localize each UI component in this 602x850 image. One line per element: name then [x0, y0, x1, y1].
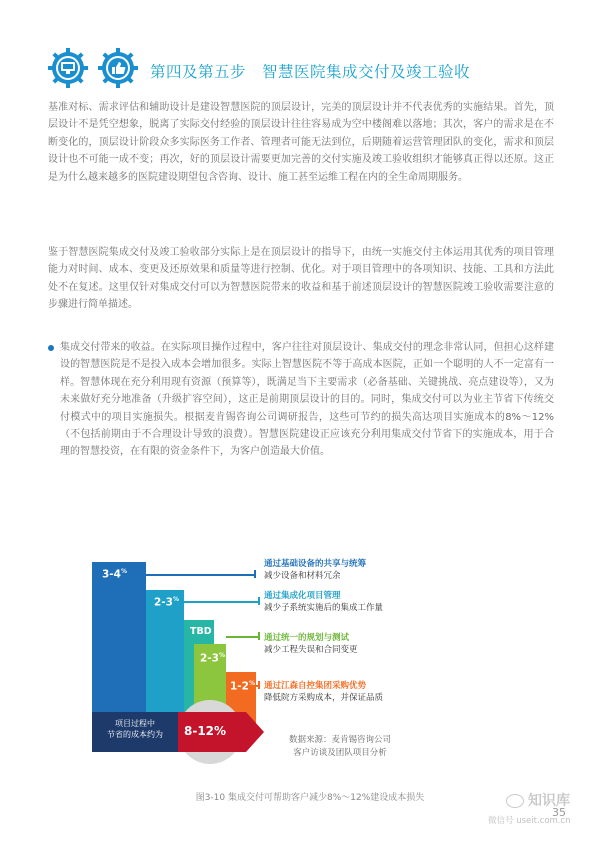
paragraph-2: 鉴于智慧医院集成交付及竣工验收部分实际上是在顶层设计的指导下，由统一实施交付主体运用其优秀的项目管理能力对时间、成本、变更及还原效果和质量等进行控制、优化。对于项目管理中的各项知识、技能、工具和方法此处不在复述。这里仅针对集成交付可以为智慧医院带来的收益和基于前述顶层设计的智慧医院竣工验收需要注意的步骤进行简单描述。 [48, 247, 554, 311]
watermark-brand: 知识库 [528, 793, 570, 809]
watermark-line: 微信号 useit.com.cn [488, 816, 571, 826]
monitor-gear-icon [48, 48, 88, 88]
connector-2 [184, 601, 260, 603]
annotation-1: 通过基础设备的共享与统筹 减少设备和材料冗余 [264, 559, 367, 581]
total-value: 8-12% [184, 724, 227, 738]
bullet-paragraph: 集成交付带来的收益。在实际项目操作过程中，客户往往对顶层设计、集成交付的理念非常认同，但担心这样建设的智慧医院是不是投入成本会增加很多。实际上智慧医院不等于高成本医院，正如一个聪明的人不一定富有一样。智慧体现在充分利用现有资源（预算等），既满足当下主要需求（必备基础、关键挑战、亮点建设等），又为未来做好充分地准备（升级扩容空间），这正是前期顶层设计的目的。同时，集成交付可以为业主节省下传统交付模式中的项目实施损失。根据麦肯锡咨询公司调研报告，这些可节约的损失高达项目实施成本的8%～12%（不包括前期由于不合理设计导致的浪费）。智慧医院建设正应该充分利用集成交付节省下的实施成本，用于合理的智慧投资，在有限的资金条件下，为客户创造最大价值。 [60, 342, 554, 458]
connector-4b [258, 681, 260, 689]
bar-label-5: 1-2% [230, 680, 255, 693]
annotation-4: 通过江森自控集团采购优势 降低院方采购成本，并保证品质 [264, 681, 384, 703]
figure-caption: 图3-10 集成交付可帮助客户减少8%～12%建设成本损失 [195, 793, 425, 803]
connector-3 [226, 636, 260, 638]
connector-2b [258, 597, 260, 605]
page-number: 35 [552, 806, 566, 819]
connector-3b [258, 632, 260, 640]
bar-label-1: 3-4% [102, 568, 127, 581]
connector-1 [146, 574, 256, 576]
chart-bar-1 [92, 562, 146, 738]
bar-label-2: 2-3% [154, 596, 179, 609]
bar-label-4: 2-3% [200, 652, 225, 665]
data-source: 数据来源：麦肯锡咨询公司 客户访谈及团队项目分析 [288, 735, 391, 758]
thumbs-up-gear-icon [98, 48, 138, 88]
bar-label-3: TBD [190, 626, 212, 637]
connector-1b [254, 570, 256, 578]
page-title: 第四及第五步 智慧医院集成交付及竣工验收 [150, 63, 471, 81]
bullet-dot [48, 345, 54, 351]
annotation-3: 通过统一的规划与测试 减少工程失误和合同变更 [264, 633, 358, 655]
wechat-icon [506, 794, 524, 808]
paragraph-1: 基准对标、需求评估和辅助设计是建设智慧医院的顶层设计，完美的顶层设计并不代表优秀的实施结果。首先，顶层设计不是凭空想象，脱离了实际交付经验的顶层设计往往容易成为空中楼阁难以落地；其次，客户的需求是在不断变化的，顶层设计阶段众多实际医务工作者、管理者可能无法到位，后期随着运营管理团队的变化，需求和顶层设计也不可能一成不变；再次，好的顶层设计需要更加完善的交付实施及竣工验收组织才能够真正得以还原。这正是为什么越来越多的医院建设期望包含咨询、设计、施工甚至运维工程在内的全生命周期服务。 [48, 102, 554, 183]
annotation-2: 通过集成化项目管理 减少子系统实施后的集成工作量 [264, 591, 384, 613]
total-label: 项目过程中 节省的成本约为 [107, 719, 163, 739]
